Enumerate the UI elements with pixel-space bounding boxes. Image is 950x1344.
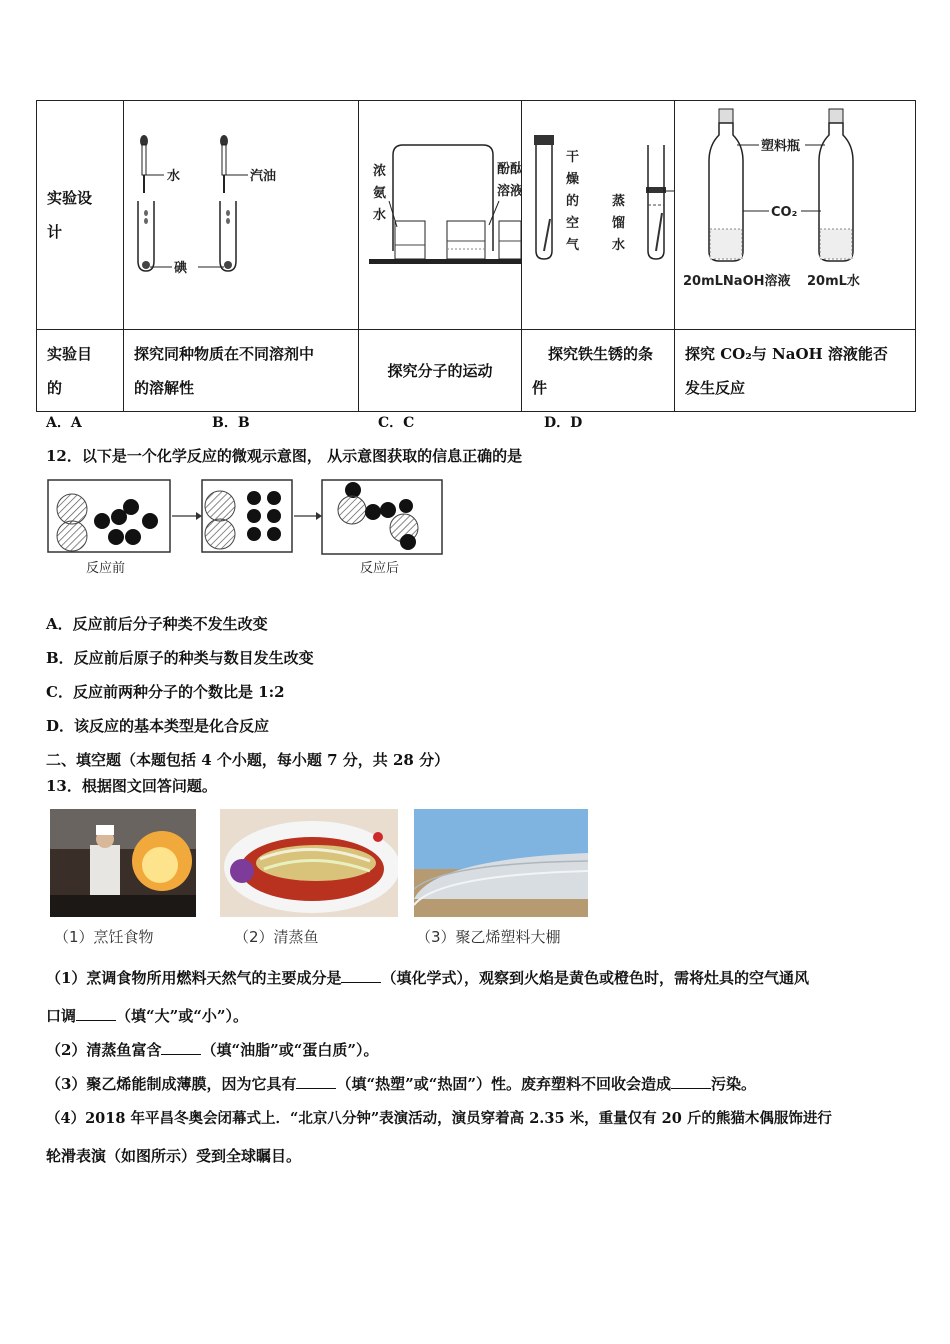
label-naoh-20ml: 20mLNaOH溶液	[683, 274, 791, 289]
caption-steamed-fish: （2）清蒸鱼	[234, 928, 319, 946]
label-ammonia-3: 水	[373, 208, 387, 223]
molecular-motion-diagram	[359, 101, 521, 325]
photo-greenhouse	[414, 809, 588, 917]
row-label-purpose-line1: 实验目	[47, 344, 93, 363]
label-phenolphthalein-2: 溶液	[497, 184, 521, 199]
q12-stem: 12．以下是一个化学反应的微观示意图， 从示意图获取的信息正确的是	[46, 447, 523, 465]
q13-part3-text-a: （3）聚乙烯能制成薄膜，因为它具有	[46, 1075, 297, 1093]
label-dry-3: 的	[566, 194, 580, 209]
label-plastic-bottle: 塑料瓶	[761, 139, 801, 154]
label-water: 水	[167, 169, 181, 184]
caption-cooking: （1）烹饪食物	[54, 928, 154, 946]
label-after-reaction: 反应后	[360, 561, 400, 576]
distilled-water-label	[612, 193, 625, 253]
blank-nutrient	[161, 1040, 201, 1055]
label-ammonia-2: 氨	[373, 186, 387, 201]
solubility-diagram	[124, 101, 358, 325]
bottle-left	[709, 109, 743, 261]
q13-part2-text-b: （填“油脂”或“蛋白质”）。	[201, 1041, 379, 1059]
iron-rust-diagram	[522, 101, 674, 325]
q13-stem: 13．根据图文回答问题。	[46, 777, 217, 795]
label-water-20ml: 20mL水	[807, 274, 860, 289]
q12-option-a: A．反应前后分子种类不发生改变	[46, 615, 268, 633]
label-before-reaction: 反应前	[86, 561, 126, 576]
q13-part2-text-a: （2）清蒸鱼富含	[46, 1041, 162, 1059]
label-dry-1: 干	[566, 150, 580, 165]
label-distilled-3: 水	[612, 238, 626, 253]
label-iodine: 碘	[174, 261, 188, 276]
bottle-right	[819, 109, 853, 261]
q13-part3	[46, 1073, 756, 1094]
purpose-cell-iron-rust	[522, 330, 675, 412]
label-dry-2: 燥	[566, 172, 580, 187]
purpose-iron-rust-line2: 件	[532, 378, 548, 397]
q13-part1-text-b: （填化学式），观察到火焰是黄色或橙色时，需将灶具的空气通风	[381, 969, 809, 987]
row-label-purpose-line2: 的	[47, 378, 63, 397]
label-co2: CO₂	[771, 205, 798, 220]
blank-pollution-type	[671, 1074, 711, 1089]
q13-part1-line2	[46, 1005, 248, 1026]
blank-fuel-formula	[341, 968, 381, 983]
co2-bottles-diagram	[675, 101, 915, 325]
design-cell-iron-rust	[522, 101, 675, 330]
q12-option-c: C．反应前两种分子的个数比是 1:2	[46, 683, 285, 701]
caption-greenhouse: （3）聚乙烯塑料大棚	[416, 928, 561, 946]
purpose-co2-line2: 发生反应	[685, 378, 746, 397]
label-dry-4: 空	[566, 216, 580, 231]
purpose-iron-rust-line1: 探究铁生锈的条	[548, 344, 654, 363]
label-ammonia-1: 浓	[373, 164, 387, 179]
dropper-right	[220, 135, 228, 193]
row-label-design-line2: 计	[47, 223, 63, 241]
section-2-heading: 二、填空题（本题包括 4 个小题，每小题 7 分，共 28 分）	[46, 751, 450, 769]
blank-plastic-type	[296, 1074, 336, 1089]
label-gasoline: 汽油	[250, 169, 277, 184]
purpose-cell-solubility	[124, 330, 359, 412]
dry-air-label	[565, 150, 580, 253]
design-cell-co2-naoh	[675, 101, 916, 330]
photo-steamed-fish	[220, 809, 398, 917]
row-label-design	[37, 101, 124, 330]
q12-option-b: B．反应前后原子的种类与数目发生改变	[46, 649, 314, 667]
label-distilled-2: 馏	[612, 216, 626, 231]
box-middle-reaction	[202, 480, 292, 552]
experiment-table	[36, 100, 916, 412]
purpose-cell-co2-naoh	[675, 330, 916, 412]
q13-part1-text-d: （填“大”或“小”）。	[116, 1007, 249, 1025]
row-label-purpose	[37, 330, 124, 412]
q13-part1-text-c: 口调	[46, 1007, 77, 1025]
purpose-cell-molecular-motion	[359, 330, 522, 412]
q13-part2	[46, 1039, 378, 1060]
q11-option-c: C．C	[378, 415, 415, 431]
purpose-co2-line1: 探究 CO₂与 NaOH 溶液能否	[685, 344, 888, 363]
photo-cooking	[50, 809, 196, 917]
blank-vent-size	[76, 1006, 116, 1021]
q11-option-a: A．A	[46, 415, 82, 431]
q13-part4-line1: （4）2018 年平昌冬奥会闭幕式上．“北京八分钟”表演活动，演员穿着高 2.35 米，重量仅有 20 斤的熊猫木偶服饰进行	[46, 1110, 832, 1127]
q12-option-d: D．该反应的基本类型是化合反应	[46, 717, 270, 735]
q13-part3-text-c: 污染。	[710, 1075, 756, 1093]
design-cell-molecular-motion	[359, 101, 522, 330]
box-before-reaction	[48, 480, 170, 552]
purpose-solubility-line2: 的溶解性	[134, 378, 195, 397]
q13-part4-line2: 轮滑表演（如图所示）受到全球瞩目。	[46, 1147, 302, 1165]
box-after-reaction	[322, 480, 442, 554]
q11-option-d: D．D	[544, 415, 583, 431]
test-tube-left	[138, 201, 154, 271]
test-tube-right	[220, 201, 236, 271]
purpose-molecular-motion: 探究分子的运动	[387, 362, 493, 380]
design-cell-solubility	[124, 101, 359, 330]
q13-part1-text-a: （1）烹调食物所用燃料天然气的主要成分是	[46, 969, 342, 987]
q11-option-b: B．B	[212, 415, 250, 431]
label-phenolphthalein-1: 酚酞	[497, 162, 521, 177]
q13-part3-text-b: （填“热塑”或“热固”）性。废弃塑料不回收会造成	[336, 1075, 671, 1093]
reaction-diagram	[46, 476, 446, 580]
q13-part1-line1	[46, 967, 809, 988]
label-distilled-1: 蒸	[612, 194, 626, 209]
purpose-solubility-line1: 探究同种物质在不同溶剂中	[134, 344, 315, 363]
dropper-left	[140, 135, 148, 193]
label-dry-5: 气	[566, 238, 580, 253]
row-label-design-line1: 实验设	[47, 189, 93, 207]
